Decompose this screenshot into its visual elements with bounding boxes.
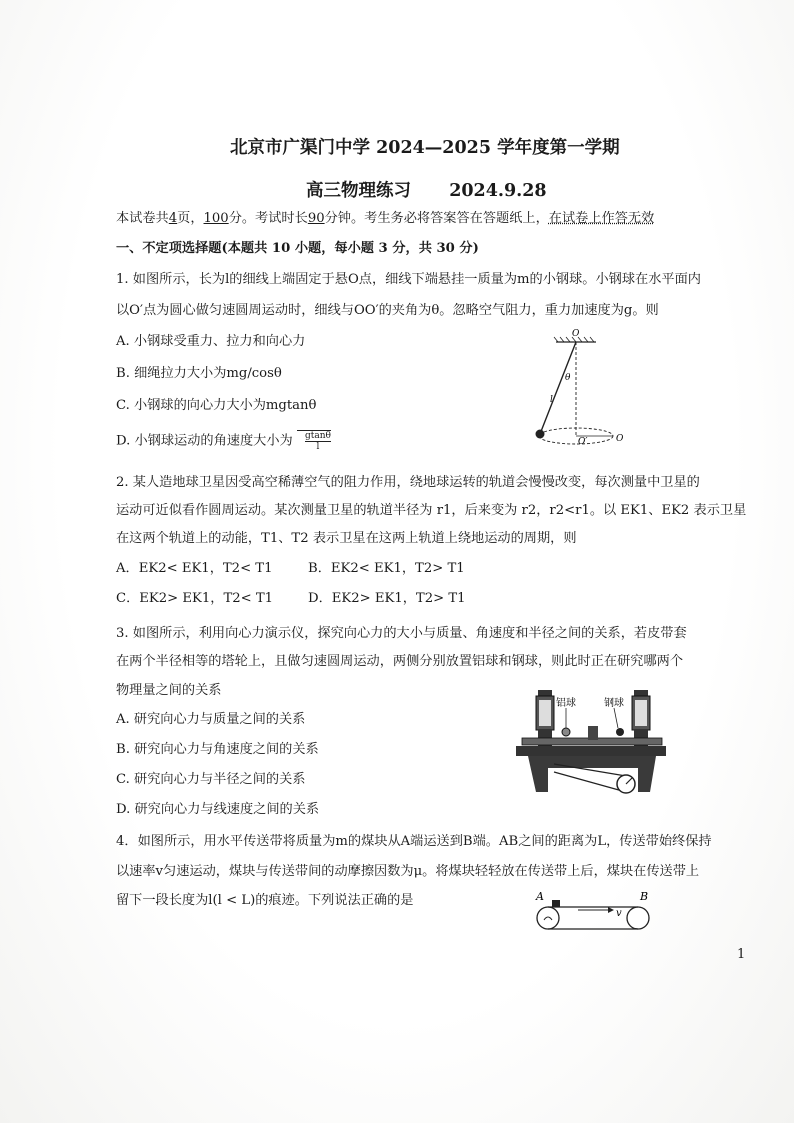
label-steel-ball: 钢球 bbox=[604, 698, 624, 709]
q1-option-a: A. 小钢球受重力、拉力和向心力 bbox=[116, 334, 306, 349]
q1-line2: 以O′点为圆心做匀速圆周运动时，细线与OO′的夹角为θ。忽略空气阻力，重力加速度为g。则 bbox=[116, 303, 659, 318]
fig-label-o-right: O bbox=[616, 434, 624, 444]
q2-option-a: A．EK2< EK1，T2< T1 bbox=[116, 561, 273, 576]
fig-label-v: v bbox=[616, 908, 622, 919]
q2-option-c: C．EK2> EK1，T2< T1 bbox=[116, 591, 274, 606]
intro-line: 本试卷共4页，100分。考试时长90分钟。考生务必将答案答在答题纸上，在试卷上作答无效 bbox=[116, 211, 655, 226]
q2-option-b: B．EK2< EK1，T2> T1 bbox=[308, 561, 465, 576]
q2-option-d: D．EK2> EK1，T2> T1 bbox=[308, 591, 466, 606]
q3-option-d: D. 研究向心力与线速度之间的关系 bbox=[116, 802, 320, 817]
exam-title bbox=[306, 177, 547, 202]
q4-line1: 4．如图所示，用水平传送带将质量为m的煤块从A端运送到B端。AB之间的距离为L，传送带始终保持 bbox=[116, 834, 712, 849]
q2-line2: 运动可近似看作圆周运动。某次测量卫星的轨道半径为 r1，后来变为 r2，r2<r1。以 EK1、EK2 表示卫星 bbox=[116, 503, 747, 518]
fig-label-o: O bbox=[572, 329, 580, 339]
exam-date: 2024.9.28 bbox=[449, 181, 547, 201]
page-number: 1 bbox=[737, 947, 746, 962]
q1-option-d: D. 小钢球运动的角速度大小为 $\frac{gtan\theta}{l}$ bbox=[116, 431, 331, 452]
pendulum-figure bbox=[528, 330, 628, 450]
q1-option-c: C. 小钢球的向心力大小为mgtanθ bbox=[116, 398, 317, 413]
q4-line2: 以速率v匀速运动，煤块与传送带间的动摩擦因数为μ。将煤块轻轻放在传送带上后，煤块在传送带上 bbox=[116, 864, 700, 879]
q3-option-a: A. 研究向心力与质量之间的关系 bbox=[116, 712, 306, 727]
sqrt-expression: $\frac{gtan\theta}{l}$ bbox=[297, 430, 331, 452]
q1-option-b: B. 细绳拉力大小为mg/cosθ bbox=[116, 366, 282, 381]
centripetal-apparatus-figure bbox=[514, 688, 664, 798]
conveyor-belt-figure bbox=[528, 890, 658, 935]
q2-line3: 在这两个轨道上的动能，T1、T2 表示卫星在这两上轨道上绕地运动的周期，则 bbox=[116, 531, 577, 546]
fig-label-o-prime: O′ bbox=[578, 437, 588, 447]
q3-line2: 在两个半径相等的塔轮上，且做匀速圆周运动，两侧分别放置铝球和钢球，则此时正在研究哪两个 bbox=[116, 654, 684, 669]
q4-line3: 留下一段长度为l(l < L)的痕迹。下列说法正确的是 bbox=[116, 893, 414, 908]
label-aluminum-ball: 铝球 bbox=[556, 698, 576, 709]
subject-title: 高三物理练习 bbox=[306, 181, 411, 201]
fig-label-theta: θ bbox=[565, 373, 571, 383]
q3-option-c: C. 研究向心力与半径之间的关系 bbox=[116, 772, 306, 787]
q3-line3: 物理量之间的关系 bbox=[116, 683, 222, 698]
fig-label-l: l bbox=[550, 395, 553, 405]
fig-label-b: B bbox=[640, 890, 649, 903]
q2-line1: 2. 某人造地球卫星因受高空稀薄空气的阻力作用，绕地球运转的轨道会慢慢改变，每次测量中卫星的 bbox=[116, 475, 700, 490]
q1-line1: 1. 如图所示，长为l的细线上端固定于悬O点，细线下端悬挂一质量为m的小钢球。小钢球在水平面内 bbox=[116, 272, 701, 287]
school-title: 北京市广渠门中学 2024—2025 学年度第一学期 bbox=[230, 138, 620, 158]
q3-option-b: B. 研究向心力与角速度之间的关系 bbox=[116, 742, 319, 757]
q3-line1: 3. 如图所示，利用向心力演示仪，探究向心力的大小与质量、角速度和半径之间的关系，若皮带套 bbox=[116, 626, 687, 641]
section-heading: 一、不定项选择题(本题共 10 小题，每小题 3 分，共 30 分) bbox=[116, 241, 479, 256]
fig-label-a: A bbox=[536, 890, 544, 903]
